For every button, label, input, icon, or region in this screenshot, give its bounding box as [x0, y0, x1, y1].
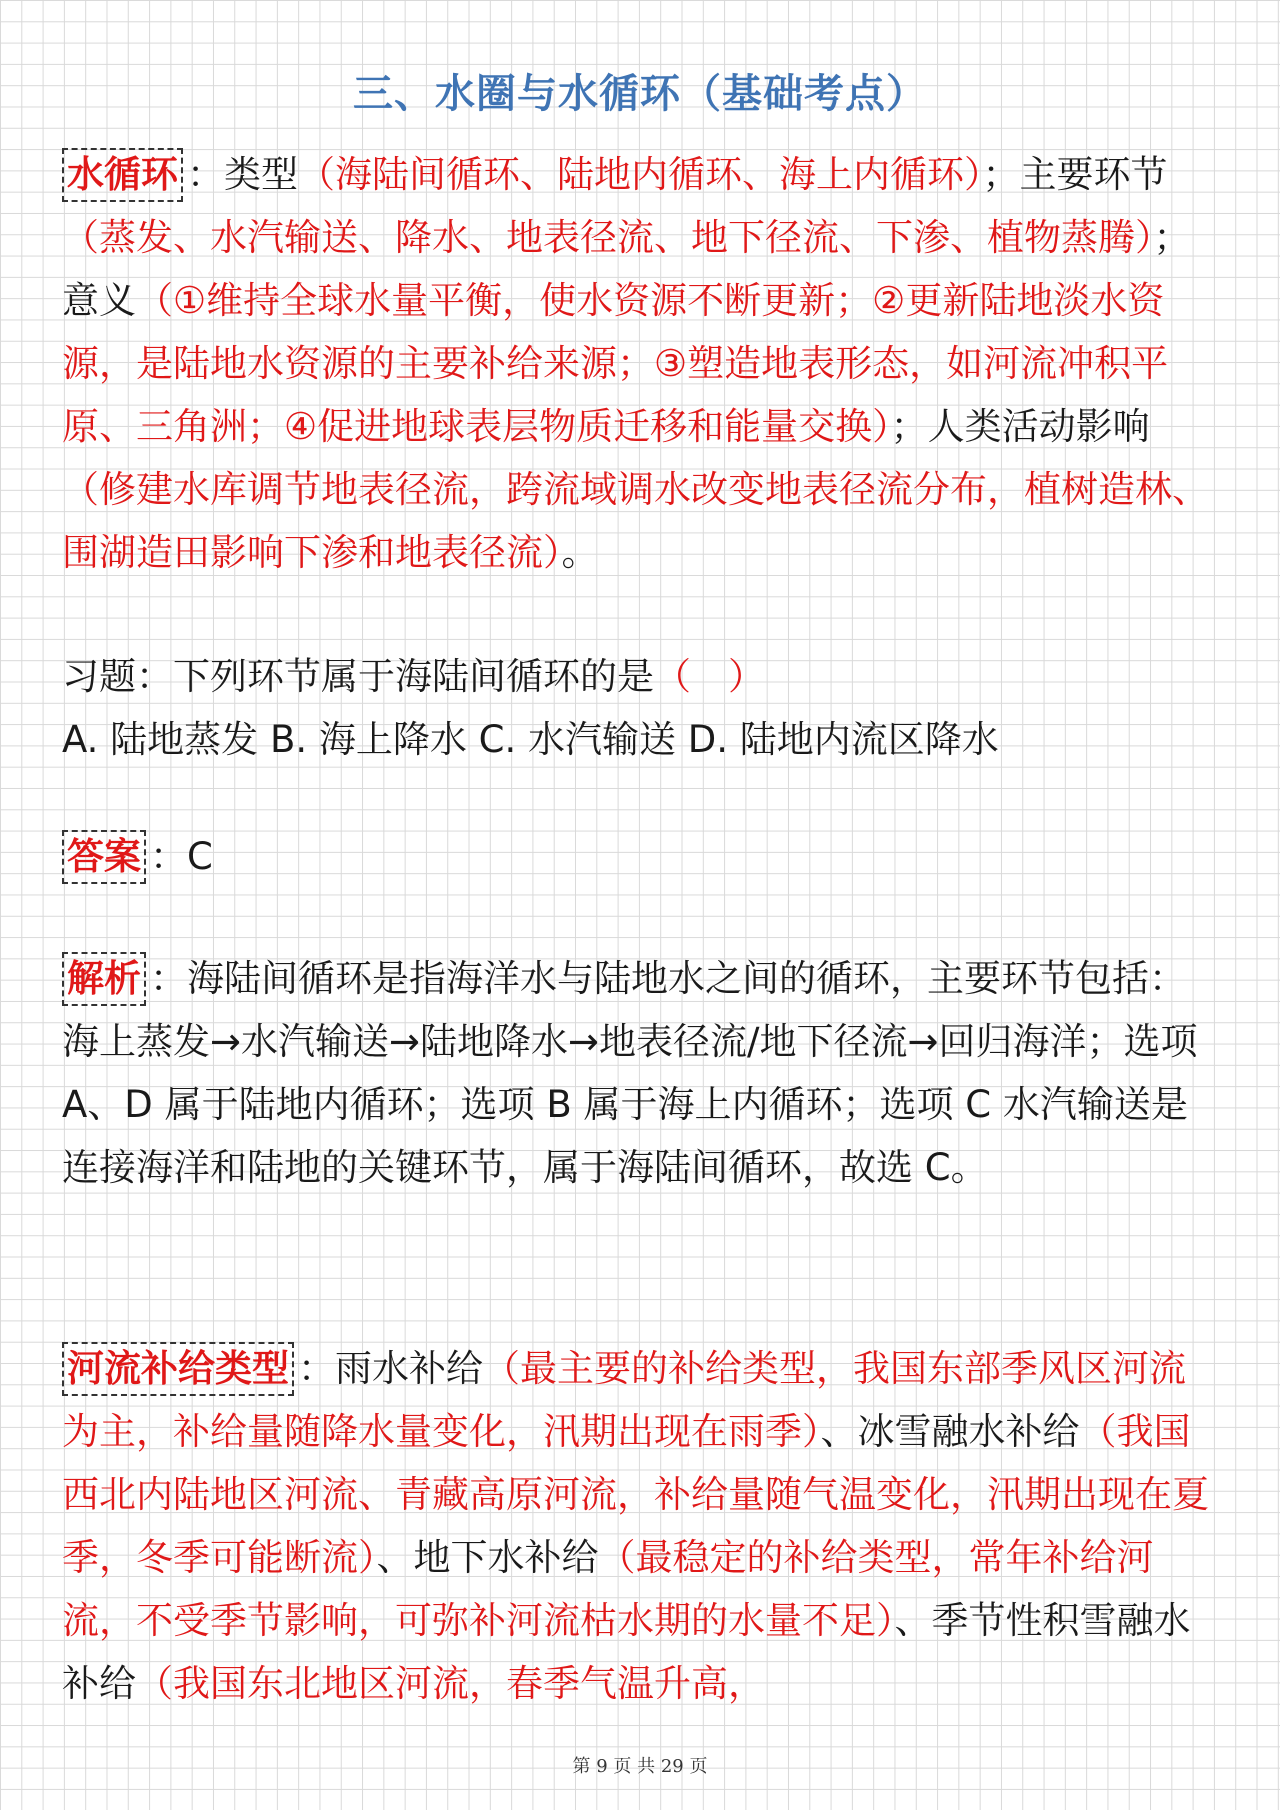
- answer-tag: 答案: [62, 830, 146, 884]
- river-supply-tag: 河流补给类型: [62, 1342, 294, 1396]
- answer-line: [62, 825, 1222, 888]
- exercise-question: [62, 645, 1222, 708]
- page-footer: 第 9 页 共 29 页: [572, 1756, 708, 1777]
- wc-text-5: 。: [561, 531, 599, 574]
- wc-text-4: ；人类活动影响: [890, 405, 1150, 448]
- wc-red-2: （蒸发、水汽输送、降水、地表径流、地下径流、下渗、植物蒸腾）: [62, 216, 1154, 259]
- wc-red-1: （海陆间循环、陆地内循环、海上内循环）: [298, 153, 983, 196]
- rs-red-2: （我国西北内陆地区河流、青藏高原河流，补给量随气温变化，汛期出现在夏季，冬季可能断流）: [62, 1410, 1209, 1579]
- river-supply-paragraph: [62, 1337, 1222, 1715]
- rs-red-4: （我国东北地区河流，春季气温升高，: [136, 1662, 765, 1705]
- wc-text-3: ；意义: [62, 216, 1191, 322]
- exercise-question-text: 习题：下列环节属于海陆间循环的是: [62, 655, 654, 698]
- answer-text: ：C: [150, 835, 213, 878]
- water-cycle-paragraph: [62, 143, 1222, 584]
- wc-text-2: ；主要环节: [982, 153, 1168, 196]
- wc-red-3: （①维持全球水量平衡，使水资源不断更新；②更新陆地淡水资源，是陆地水资源的主要补给来源；③塑造地表形态，如河流冲积平原、三角洲；④促进地球表层物质迁移和能量交换）: [62, 279, 1169, 448]
- rs-red-3: （最稳定的补给类型，常年补给河流，不受季节影响，可弥补河流枯水期的水量不足）: [62, 1536, 1154, 1642]
- wc-text-1: ：类型: [187, 153, 298, 196]
- rs-text-3: 、地下水补给: [376, 1536, 599, 1579]
- rs-red-1: （最主要的补给类型，我国东部季风区河流为主，补给量随降水量变化，汛期出现在雨季）: [62, 1347, 1186, 1453]
- wc-red-4: （修建水库调节地表径流，跨流域调水改变地表径流分布，植树造林、围湖造田影响下渗和地表径流）: [62, 468, 1209, 574]
- rs-text-4: 、季节性积雪融水补给: [62, 1599, 1191, 1705]
- exercise-blank: （ ）: [654, 655, 765, 698]
- analysis-tag: 解析: [62, 952, 146, 1006]
- rs-text-1: ：雨水补给: [298, 1347, 483, 1390]
- page-title: 三、水圈与水循环（基础考点）: [353, 71, 927, 117]
- rs-text-2: 、冰雪融水补给: [820, 1410, 1080, 1453]
- analysis-text: ：海陆间循环是指海洋水与陆地水之间的循环，主要环节包括：海上蒸发→水汽输送→陆地降水→地表径流/地下径流→回归海洋；选项 A、D 属于陆地内循环；选项 B 属于海上内循环；选项 C 水汽输送是连接海洋和陆地的关键环节，属于海陆间循环，故选 C。: [62, 957, 1198, 1189]
- exercise-options: A. 陆地蒸发 B. 海上降水 C. 水汽输送 D. 陆地内流区降水: [62, 718, 999, 761]
- analysis-paragraph: [62, 947, 1222, 1199]
- water-cycle-tag: 水循环: [62, 148, 183, 202]
